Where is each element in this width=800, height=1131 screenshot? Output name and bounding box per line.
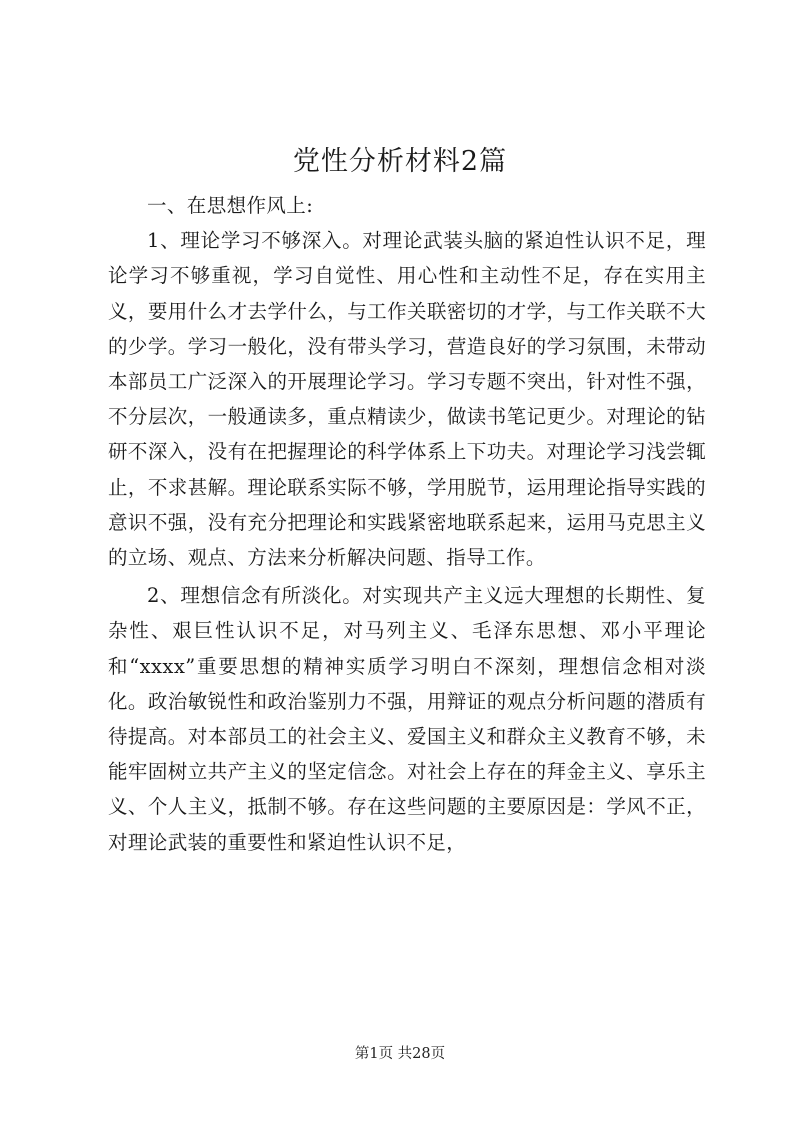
page-number-footer: 第1页 共28页 [354,1046,446,1062]
paragraph-theory-study: 1、理论学习不够深入。对理论武装头脑的紧迫性认识不足，理论学习不够重视，学习自觉性、用心性和主动性不足，存在实用主义，要用什么才去学什么，与工作关联密切的才学，与工作关联不大的少学。学习一般化，没有带头学习，营造良好的学习氛围，未带动本部员工广泛深入的开展理论学习。学习专题不突出，针对性不强，不分层次，一般通读多，重点精读少，做读书笔记更少。对理论的钻研不深入，没有在把握理论的科学体系上下功夫。对理论学习浅尝辄止，不求甚解。理论联系实际不够，学用脱节，运用理论指导实践的意识不强，没有充分把理论和实践紧密地联系起来，运用马克思主义的立场、观点、方法来分析解决问题、指导工作。 [108,229,706,570]
section-heading: 一、在思想作风上: [147,194,314,217]
document-body [108,188,706,860]
paragraph-ideals-beliefs: 2、理想信念有所淡化。对实现共产主义远大理想的长期性、复杂性、艰巨性认识不足，对马列主义、毛泽东思想、邓小平理论和“xxxx”重要思想的精神实质学习明白不深刻，理想信念相对淡化。政治敏锐性和政治鉴别力不强，用辩证的观点分析问题的潜质有待提高。对本部员工的社会主义、爱国主义和群众主义教育不够，未能牢固树立共产主义的坚定信念。对社会上存在的拜金主义、享乐主义、个人主义，抵制不够。存在这些问题的主要原因是：学风不正，对理论武装的重要性和紧迫性认识不足， [108,584,706,854]
document-title: 党性分析材料2篇 [292,146,508,177]
